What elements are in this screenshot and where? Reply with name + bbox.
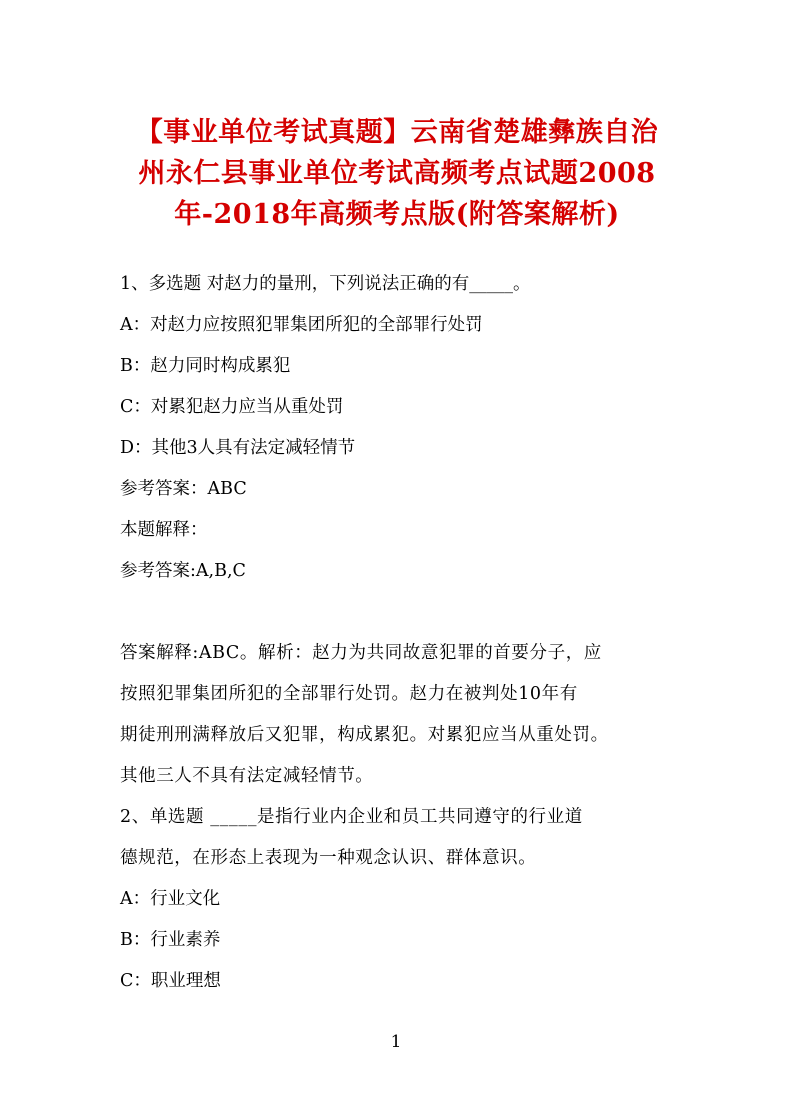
question-2-option-a: A：行业文化 [120, 889, 221, 909]
question-2-stem [120, 797, 676, 879]
title-line: 【事业单位考试真题】云南省楚雄彝族自治 [135, 117, 659, 148]
document-title [112, 112, 682, 235]
question-1-reference-answer: 参考答案：ABC [120, 479, 247, 499]
blank-line [120, 592, 676, 633]
question-1-option-a: A：对赵力应按照犯罪集团所犯的全部罪行处罚 [120, 315, 483, 335]
question-2 [120, 797, 676, 1002]
question-1-analysis [120, 633, 676, 797]
question-2-option-c: C：职业理想 [120, 971, 221, 991]
question-1-option-b: B：赵力同时构成累犯 [120, 356, 291, 376]
analysis-line: 期徒刑刑满释放后又犯罪，构成累犯。对累犯应当从重处罚。 [120, 725, 609, 745]
question-2-stem-line: 2、单选题 _____是指行业内企业和员工共同遵守的行业道 [120, 807, 583, 827]
question-1-option-c: C：对累犯赵力应当从重处罚 [120, 397, 344, 417]
analysis-line: 按照犯罪集团所犯的全部罪行处罚。赵力在被判处10年有 [120, 684, 578, 704]
analysis-line: 答案解释:ABC。解析：赵力为共同故意犯罪的首要分子，应 [120, 643, 602, 663]
question-1-stem: 1、多选题 对赵力的量刑，下列说法正确的有_____。 [120, 274, 531, 294]
title-line: 年-2018年高频考点版(附答案解析) [174, 199, 620, 230]
analysis-line: 其他三人不具有法定减轻情节。 [120, 766, 374, 786]
page-number: 1 [390, 1032, 402, 1052]
question-1-answer-line: 参考答案:A,B,C [120, 561, 246, 581]
question-1 [120, 264, 676, 797]
question-1-explanation-label: 本题解释： [120, 520, 208, 540]
document-body [120, 264, 676, 1002]
question-2-option-b: B：行业素养 [120, 930, 221, 950]
question-2-stem-line: 德规范，在形态上表现为一种观念认识、群体意识。 [120, 848, 537, 868]
title-line: 州永仁县事业单位考试高频考点试题2008 [138, 158, 656, 189]
question-1-option-d: D：其他3人具有法定减轻情节 [120, 438, 356, 458]
